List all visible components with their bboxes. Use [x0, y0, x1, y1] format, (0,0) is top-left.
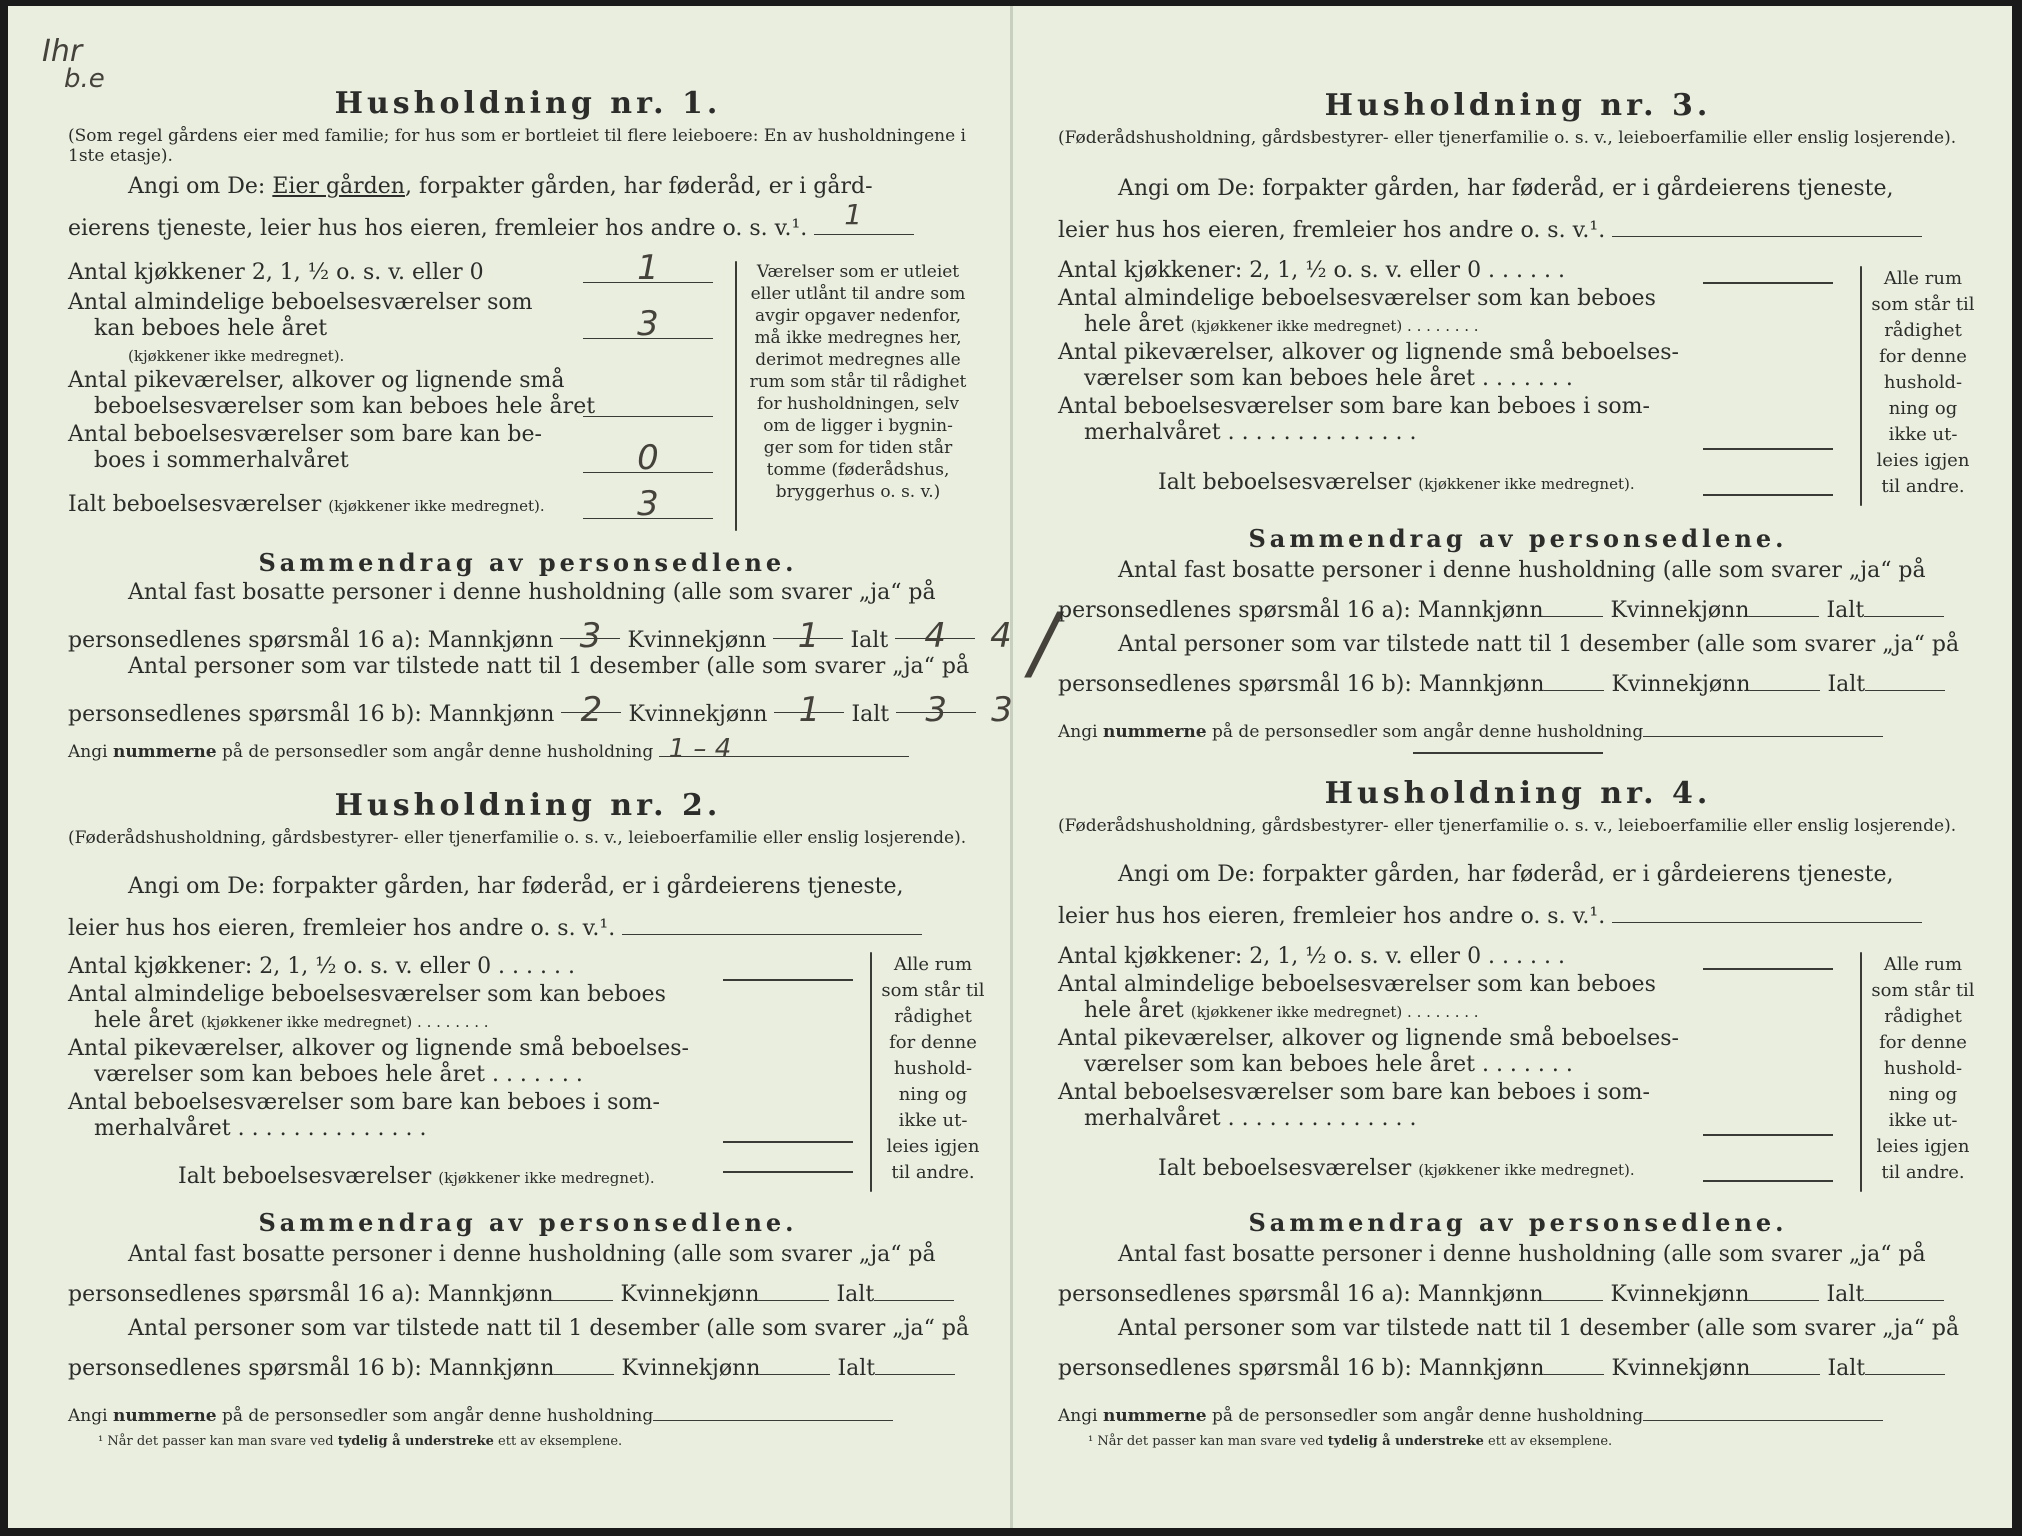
- eier-garden-underlined: Eier gården: [272, 174, 405, 199]
- household-2-rooms: Antal kjøkkener: 2, 1, ½ o. s. v. eller 0 . . . . . . Antal almindelige beboelsesværelser som kan beboes hele året (kjøkkener ikke medregnet) . . . . . . . . Antal pikeværelser, alkover og lignende små beboelses- værelser som kan beboes hele året . . . . . . . Antal beboelsesværelser som bare kan beboes i som- merhalvåret . . . . . . . . . . . . . . Ialt beboelsesværelser (kjøkkener ikke medregnet).: [68, 954, 689, 1189]
- mannkjonn-16a-1[interactable]: 3: [560, 616, 620, 639]
- household-1-angi-line-2: eierens tjeneste, leier hus hos eieren, fremleier hos andre o. s. v.¹. 1: [68, 212, 978, 241]
- page-fold: [1010, 6, 1013, 1528]
- household-3-summary-title: Sammendrag av personsedlene.: [1248, 524, 1788, 553]
- footnote-left: ¹ Når det passer kan man svare ved tydelig å understreke ett av eksemplene.: [98, 1434, 623, 1449]
- household-4-rooms: Antal kjøkkener: 2, 1, ½ o. s. v. eller 0 . . . . . . Antal almindelige beboelsesværelser som kan beboes hele året (kjøkkener ikke medregnet) . . . . . . . . Antal pikeværelser, alkover og lignende små beboelses- værelser som kan beboes hele året . . . . . . . Antal beboelsesværelser som bare kan beboes i som- merhalvåret . . . . . . . . . . . . . . Ialt beboelsesværelser (kjøkkener ikke medregnet).: [1058, 944, 1679, 1181]
- mannkjonn-16b-1[interactable]: 2: [561, 690, 621, 713]
- ialt-16b-1-extra: 3: [991, 690, 1013, 730]
- household-4-angi-field[interactable]: [1612, 900, 1922, 923]
- household-2-title: Husholdning nr. 2.: [334, 788, 722, 823]
- check-mark: /: [1030, 596, 1057, 689]
- ialt-16a-1[interactable]: 4: [895, 616, 975, 639]
- pike-answer-1[interactable]: [583, 390, 713, 417]
- census-form-sheet: [8, 6, 2012, 1528]
- household-3-angi-field[interactable]: [1612, 214, 1922, 237]
- ialt-answer-1[interactable]: 3: [583, 492, 713, 519]
- household-1-angi-field[interactable]: 1: [814, 212, 914, 235]
- household-1-title: Husholdning nr. 1.: [334, 86, 722, 121]
- household-4-title: Husholdning nr. 4.: [1324, 776, 1712, 811]
- household-3-title: Husholdning nr. 3.: [1324, 88, 1712, 123]
- household-2-brace-note: Alle rum som står til rådighet for denne hushold- ning og ikke ut- leies igjen til andre.: [878, 952, 988, 1192]
- ialt-16b-1[interactable]: 3: [896, 690, 976, 713]
- household-1-rooms: Antal kjøkkener 2, 1, ½ o. s. v. eller 0 Antal almindelige beboelsesværelser som kan beboes hele året (kjøkkener ikke medregnet). Antal pikeværelser, alkover og lignende små beboelsesværelser som kan beboes hele året Antal beboelsesværelser som bare kan be- boes i sommerhalvåret Ialt beboelsesværelser (kjøkkener ikke medregnet). 1 3 0 3: [68, 256, 708, 526]
- right-page: Husholdning nr. 3. (Føderådshusholdning, gårdsbestyrer- eller tjenerfamilie o. s. v., leieboerfamilie eller enslig losjerende). Angi om De: forpakter gården, har føderåd, er i gårdeierens tjeneste, leier hus hos eieren, fremleier hos andre o. s. v.¹. Antal kjøkkener: 2, 1, ½ o. s. v. eller 0 . . . . . . Antal almindelige beboelsesværelser som kan beboes hele året (kjøkkener ikke medregnet) . . . . . . . . Antal pikeværelser, alkover og lignende små beboelses- værelser som kan beboes hele året . . . . . . . Antal beboelsesværelser som bare kan beboes i som- merhalvåret . . . . . . . . . . . . . . Ialt beboelsesværelser (kjøkkener ikke medregnet). Alle rum som står til rådighet for denne hushold- ning og ikke ut- leies igjen til andre. Sammendrag av personsedlene. Antal fast bosatte personer i denne husholdning (alle som svarer „ja“ på personsedlenes spørsmål 16 a): Mannkjønn Kvinnekjønn Ialt Antal personer som var tilstede natt til 1 desember (alle som svarer „ja“ på personsedlenes spørsmål 16 b): Mannkjønn Kvinnekjønn Ialt Angi nummerne på de personsedler som angår denne husholdning Husholdning nr. 4. (Føderådshusholdning, gårdsbestyrer- eller tjenerfamilie o. s. v., leieboerfamilie eller enslig losjerende). Angi om De: forpakter gården, har føderåd, er i gårdeierens tjeneste, leier hus hos eieren, fremleier hos andre o. s. v.¹. Antal kjøkkener: 2, 1, ½ o. s. v. eller 0 . . . . . . Antal almindelige beboelsesværelser som kan beboes hele året (kjøkkener ikke medregnet) . . . . . . . . Antal pikeværelser, alkover og lignende små beboelses- værelser som kan beboes hele året . . . . . . . Antal beboelsesværelser som bare kan beboes i som- merhalvåret . . . . . . . . . . . . . . Ialt beboelsesværelser (kjøkkener ikke medregnet). Alle rum som står til rådighet for denne hushold- ning og ikke ut- leies igjen til andre. Sammendrag av personsedlene. Antal fast bosatte personer i denne husholdning (alle som svarer „ja“ på personsedlenes spørsmål 16 a): Mannkjønn Kvinnekjønn Ialt Antal personer som var tilstede natt til 1 desember (alle som svarer „ja“ på personsedlenes spørsmål 16 b): Mannkjønn Kvinnekjønn Ialt Angi nummerne på de personsedler som angår denne husholdning ¹ Når det passer kan man svare ved tydelig å understreke ett av eksemplene.: [1058, 6, 1978, 1528]
- household-1-brace-note: Værelser som er utleiet eller utlånt til andre som avgir opgaver nedenfor, må ikke medregnes her, derimot medregnes alle rum som står til rådighet for husholdningen, selv om de ligger i bygnin- ger som for tiden står tomme (føderådshus, bryggerhus o. s. v.): [743, 261, 973, 531]
- household-1-16b-row: personsedlenes spørsmål 16 b): Mannkjønn 2 Kvinnekjønn 1 Ialt 3 3: [68, 690, 1013, 730]
- kvinnekjonn-16b-1[interactable]: 1: [774, 690, 844, 713]
- household-2-note: (Føderådshusholdning, gårdsbestyrer- eller tjenerfamilie o. s. v., leieboerfamilie eller enslig losjerende).: [68, 828, 967, 848]
- footnote-right: ¹ Når det passer kan man svare ved tydelig å understreke ett av eksemplene.: [1088, 1434, 1613, 1449]
- ialt-16a-1-extra: 4: [990, 616, 1012, 656]
- household-1-numre-row: Angi nummerne på de personsedler som angår denne husholdning 1 – 4: [68, 734, 978, 762]
- household-1-summary-title: Sammendrag av personsedlene.: [258, 548, 798, 577]
- household-3-brace-note: Alle rum som står til rådighet for denne hushold- ning og ikke ut- leies igjen til andre.: [1868, 266, 1978, 506]
- household-4-brace-note: Alle rum som står til rådighet for denne hushold- ning og ikke ut- leies igjen til andre.: [1868, 952, 1978, 1192]
- household-1-16a-row: personsedlenes spørsmål 16 a): Mannkjønn 3 Kvinnekjønn 1 Ialt 4 4: [68, 616, 1012, 656]
- household-3-rooms: Antal kjøkkener: 2, 1, ½ o. s. v. eller 0 . . . . . . Antal almindelige beboelsesværelser som kan beboes hele året (kjøkkener ikke medregnet) . . . . . . . . Antal pikeværelser, alkover og lignende små beboelses- værelser som kan beboes hele året . . . . . . . Antal beboelsesværelser som bare kan beboes i som- merhalvåret . . . . . . . . . . . . . . Ialt beboelsesværelser (kjøkkener ikke medregnet).: [1058, 258, 1679, 495]
- kvinnekjonn-16a-1[interactable]: 1: [773, 616, 843, 639]
- almind-answer-1[interactable]: 3: [583, 312, 713, 339]
- margin-handwriting-2: b.e: [64, 64, 105, 94]
- left-page: Husholdning nr. 1. (Som regel gårdens eier med familie; for hus som er bortleiet til flere leieboere: En av husholdningene i 1ste etasje). Angi om De: Eier gården, forpakter gården, har føderåd, er i gård- eierens tjeneste, leier hus hos eieren, fremleier hos andre o. s. v.¹. 1 Antal kjøkkener 2, 1, ½ o. s. v. eller 0 Antal almindelige beboelsesværelser som kan beboes hele året (kjøkkener ikke medregnet). Antal pikeværelser, alkover og lignende små beboelsesværelser som kan beboes hele året Antal beboelsesværelser som bare kan be- boes i sommerhalvåret Ialt beboelsesværelser (kjøkkener ikke medregnet). 1 3 0 3 Værelser som er utleiet eller utlånt til andre som avgir opgaver nedenfor, må ikke medregnes her, derimot medregnes alle rum som står til rådighet for husholdningen, selv om de ligger i bygnin- ger som for tiden står tomme (føderådshus, bryggerhus o. s. v.) Sammendrag av personsedlene. Antal fast bosatte personer i denne husholdning (alle som svarer „ja“ på personsedlenes spørsmål 16 a): Mannkjønn 3 Kvinnekjønn 1 Ialt 4 4 Antal personer som var tilstede natt til 1 desember (alle som svarer „ja“ på personsedlenes spørsmål 16 b): Mannkjønn 2 Kvinnekjønn 1 Ialt 3 3 Angi nummerne på de personsedler som angår denne husholdning 1 – 4 / Husholdning nr. 2. (Føderådshusholdning, gårdsbestyrer- eller tjenerfamilie o. s. v., leieboerfamilie eller enslig losjerende). Angi om De: forpakter gården, har føderåd, er i gårdeierens tjeneste, leier hus hos eieren, fremleier hos andre o. s. v.¹. Antal kjøkkener: 2, 1, ½ o. s. v. eller 0 . . . . . . Antal almindelige beboelsesværelser som kan beboes hele året (kjøkkener ikke medregnet) . . . . . . . . Antal pikeværelser, alkover og lignende små beboelses- værelser som kan beboes hele året . . . . . . . Antal beboelsesværelser som bare kan beboes i som- merhalvåret . . . . . . . . . . . . . . Ialt beboelsesværelser (kjøkkener ikke medregnet). Alle rum som står til rådighet for denne hushold- ning og ikke ut- leies igjen til andre. Sammendrag av personsedlene. Antal fast bosatte personer i denne husholdning (alle som svarer „ja“ på personsedlenes spørsmål 16 a): Mannkjønn Kvinnekjønn Ialt Antal personer som var tilstede natt til 1 desember (alle som svarer „ja“ på personsedlenes spørsmål 16 b): Mannkjønn Kvinnekjønn Ialt Angi nummerne på de personsedler som angår denne husholdning ¹ Når det passer kan man svare ved tydelig å understreke ett av eksemplene.: [68, 86, 1057, 1449]
- household-2-angi-field[interactable]: [622, 912, 922, 935]
- household-4-note: (Føderådshusholdning, gårdsbestyrer- eller tjenerfamilie o. s. v., leieboerfamilie eller enslig losjerende).: [1058, 816, 1957, 836]
- margin-handwriting-1: Ihr: [42, 34, 83, 69]
- household-1-note: (Som regel gårdens eier med familie; for hus som er bortleiet til flere leieboere: En av husholdningene i 1ste etasje).: [68, 126, 966, 166]
- household-2-summary-title: Sammendrag av personsedlene.: [258, 1208, 798, 1237]
- kjokken-answer-1[interactable]: 1: [583, 256, 713, 283]
- household-4-summary-title: Sammendrag av personsedlene.: [1248, 1208, 1788, 1237]
- sommer-answer-1[interactable]: 0: [583, 446, 713, 473]
- household-3-note: (Føderådshusholdning, gårdsbestyrer- eller tjenerfamilie o. s. v., leieboerfamilie eller enslig losjerende).: [1058, 128, 1957, 148]
- household-1-angi-line-1: Angi om De: Eier gården, forpakter gården, har føderåd, er i gård-: [128, 174, 873, 199]
- numre-field-1[interactable]: 1 – 4: [659, 734, 909, 757]
